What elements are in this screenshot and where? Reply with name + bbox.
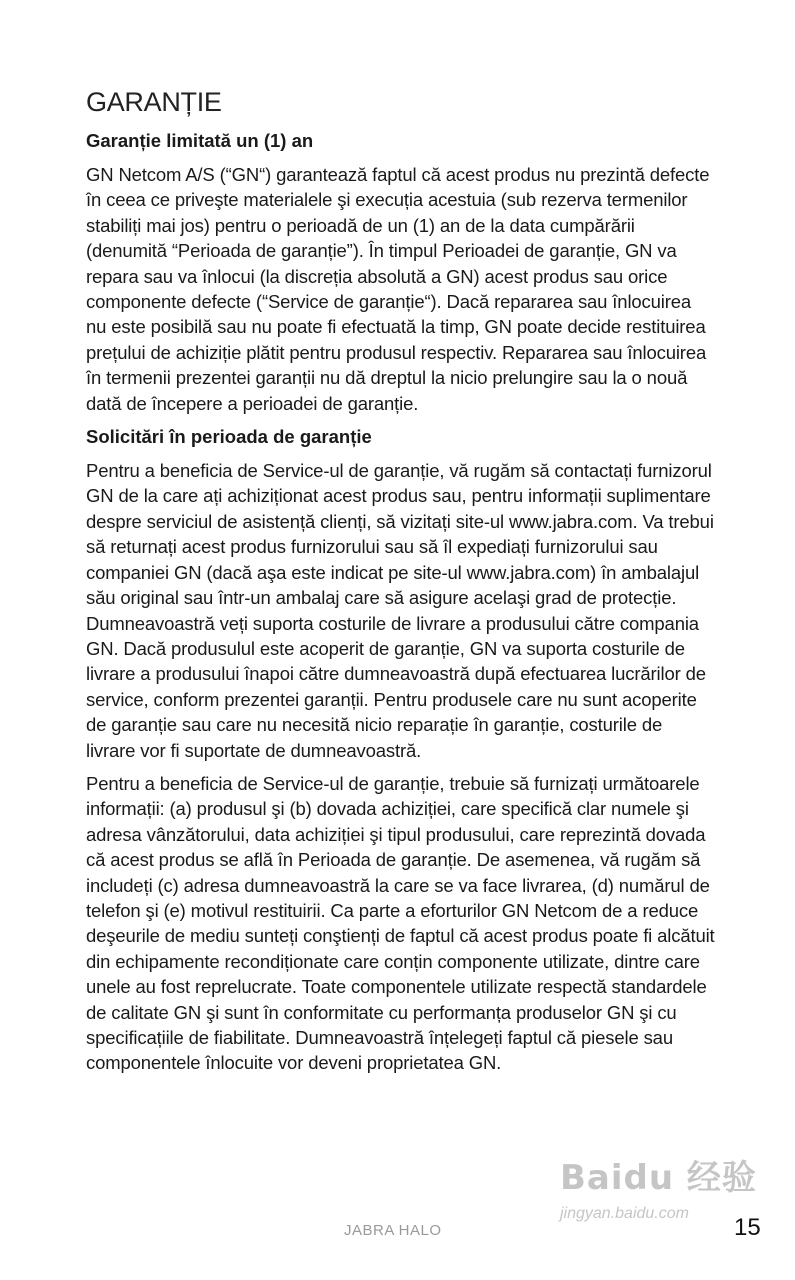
- watermark-url: jingyan.baidu.com: [560, 1205, 689, 1222]
- section-heading-warranty-claims: Solicitări în perioada de garanție: [86, 426, 372, 448]
- section-heading-limited-warranty: Garanție limitată un (1) an: [86, 130, 314, 151]
- paragraph-required-information: Pentru a beneficia de Service-ul de garanție, trebuie să furnizați următoarele informații: (a) produsul şi (b) dovada achiziției, care specifică clar numele şi adresa vânzătorului, data achiziției şi tipul produsului, care reprezintă dovada că acest produs se află în Perioada de garanție. De asemenea, vă rugăm să includeți (c) adresa dumneavoastră la care se va face livrarea, (d) numărul de telefon şi (e) motivul restituirii. Ca parte a eforturilor GN Netcom de a reduce deşeurile de mediu sunteți conştienți de faptul că acest produs poate fi alcătuit din echipamente recondiționate care conțin componente utilizate, dintre care unele au fost reprelucrate. Toate componentele utilizate respectă standardele de calitate GN şi sunt în conformitate cu performanța produselor GN şi cu specificațiile de fiabilitate. Dumneavoastră înțelegeți faptul că piesele sau componentele înlocuite vor deveni proprietatea GN.: [86, 772, 715, 1074]
- watermark-logo: Baidu 经验: [560, 1158, 757, 1198]
- paragraph-warranty-terms: GN Netcom A/S (“GN“) garantează faptul că acest produs nu prezintă defecte în ceea ce priveşte materialele şi execuția acestuia (sub rezerva termenilor stabiliți mai jos) pentru o perioadă de un (1) an de la data cumpărării (denumită “Perioada de garanție”). În timpul Perioadei de garanție, GN va repara sau va înlocui (la discreția absolută a GN) acest produs sau orice componente defecte (“Service de garanție“). Dacă repararea sau înlocuirea nu este posibilă sau nu poate fi efectuată la timp, GN poate decide restituirea prețului de achiziție plătit pentru produsul respectiv. Repararea sau înlocuirea în termenii prezentei garanții nu dă dreptul la nicio prelungire sau la o nouă dată de începere a perioadei de garanție.: [86, 164, 710, 414]
- paragraph-service-contact: Pentru a beneficia de Service-ul de garanție, vă rugăm să contactați furnizorul GN de la care ați achiziționat acest produs sau, pentru informații suplimentare despre serviciul de asistență clienți, să vizitați site-ul www.jabra.com. Va trebui să returnați acest produs furnizorului sau să îl expediați furnizorului sau companiei GN (dacă aşa este indicat pe site-ul www.jabra.com) în ambalajul său original sau într-un ambalaj care să asigure acelaşi grad de protecție. Dumneavoastră veți suporta costurile de livrare a produsului către compania GN. Dacă produsulul este acoperit de garanție, GN va suporta costurile de livrare a produsului înapoi către dumneavoastră după efectuarea lucrărilor de service, conform prezentei garanții. Pentru produsele care nu sunt acoperite de garanție sau care nu necesită nicio reparație în garanție, costurile de livrare vor fi suportate de dumneavoastră.: [86, 460, 714, 761]
- page-number: 15: [734, 1214, 761, 1241]
- page-title: GARANȚIE: [86, 87, 222, 117]
- footer-product-label: JABRA HALO: [344, 1222, 442, 1239]
- document-page: [86, 82, 716, 1084]
- baidu-watermark: [560, 1150, 760, 1250]
